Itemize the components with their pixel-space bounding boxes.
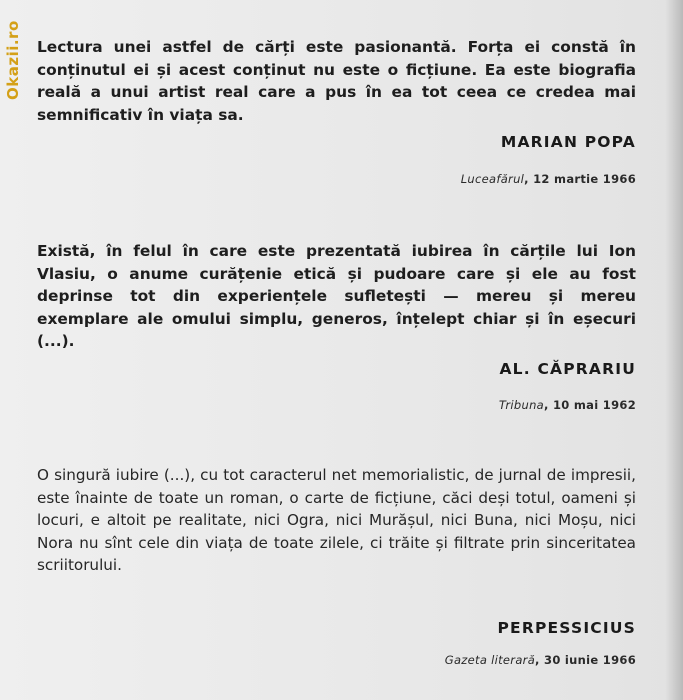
watermark bbox=[2, 4, 20, 104]
quote-3-author: PERPESSICIUS bbox=[497, 619, 636, 637]
quote-3-date: , 30 iunie 1966 bbox=[535, 653, 636, 667]
page-edge-shadow bbox=[665, 0, 683, 700]
quote-1-author: MARIAN POPA bbox=[500, 133, 636, 151]
quote-3-source bbox=[445, 653, 636, 667]
watermark-text: Okazii.ro bbox=[4, 20, 22, 100]
quote-1-date: , 12 martie 1966 bbox=[524, 172, 636, 186]
quote-1-text: Lectura unei astfel de cărți este pasionantă. Forța ei constă în conținutul ei și acest conținut nu este o ficțiune. Ea este biografia reală a unui artist real care a pus în ea tot ceea ce credea mai semnificativ în viața sa. bbox=[37, 38, 636, 124]
quote-1-source bbox=[461, 172, 636, 186]
quote-3-text: O singură iubire (...), cu tot caracterul net memorialistic, de jurnal de impresii, este înainte de toate un roman, o carte de ficțiune, căci deși totul, oameni și locuri, e altoit pe realitate, nici Ogra, nici Murășul, nici Buna, nici Moșu, nici Nora nu sînt cele din viața de toate zilele, ci trăite și filtrate prin sinceritatea scriitorului. bbox=[37, 466, 636, 575]
quote-2-date: , 10 mai 1962 bbox=[544, 398, 636, 412]
quote-2-author: AL. CĂPRARIU bbox=[499, 360, 636, 378]
quote-1-publication: Luceafărul bbox=[460, 172, 525, 186]
quote-2-publication: Tribuna bbox=[498, 398, 545, 412]
quote-2-text: Există, în felul în care este prezentată iubirea în cărțile lui Ion Vlasiu, o anume curățenie etică și pudoare care și ele au fost deprinse tot din experiențele sufletești — mereu și mereu exemplare ale omului simplu, generos, înțelept chiar și în eșecuri (...). bbox=[37, 242, 636, 350]
quote-2-source bbox=[499, 398, 636, 412]
quote-3-publication: Gazeta literară bbox=[444, 653, 536, 667]
